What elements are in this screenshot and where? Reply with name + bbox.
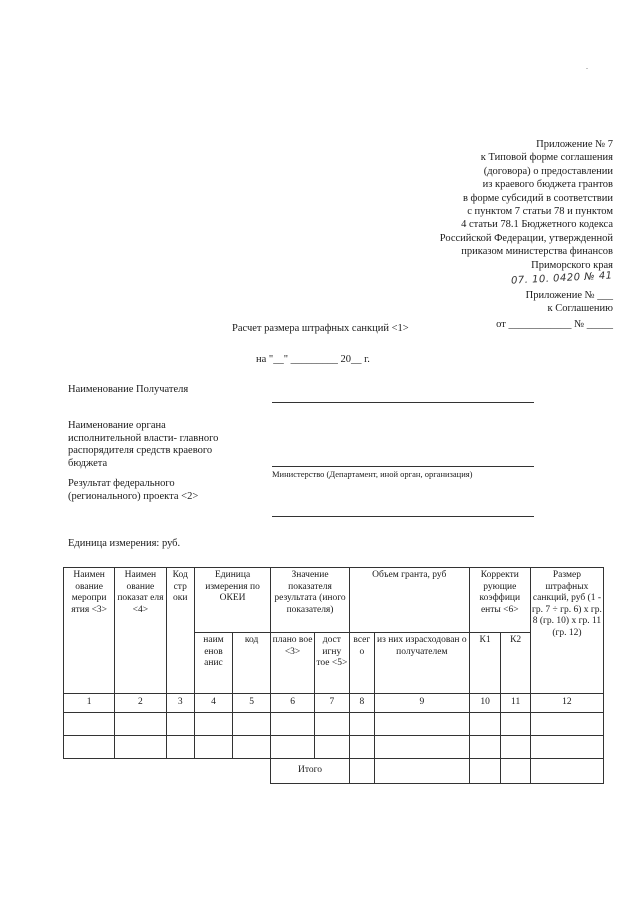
appendix-line: в форме субсидий в соответствии bbox=[462, 192, 613, 204]
table-cell bbox=[233, 759, 271, 784]
sanctions-table bbox=[63, 567, 604, 784]
header-row-code: Код стр оки bbox=[166, 568, 194, 694]
attachment-number: Приложение № ___ bbox=[525, 290, 613, 302]
header-sanction-amount: Размер штрафных санкций, руб (1 - гр. 7 ÷ гр. 6) x гр. 8 (гр. 10) x гр. 11 (гр. 12) bbox=[530, 568, 603, 694]
header-okei-unit: Единица измерения по ОКЕИ bbox=[194, 568, 270, 633]
table-cell bbox=[501, 736, 530, 759]
subheader-k1: К1 bbox=[469, 633, 501, 694]
total-cell bbox=[469, 759, 501, 784]
header-activity-name: Наимен ование меропри ятия <3> bbox=[64, 568, 115, 694]
project-label: Результат федерального (регионального) проекта <2> bbox=[68, 478, 199, 502]
authority-line bbox=[272, 466, 534, 467]
subheader-spent: из них израсходован о получателем bbox=[374, 633, 469, 694]
table-cell bbox=[115, 713, 166, 736]
column-numbers-row bbox=[64, 694, 604, 713]
appendix-line: с пунктом 7 статьи 78 и пунктом bbox=[467, 206, 613, 218]
table-cell bbox=[64, 736, 115, 759]
table-cell bbox=[194, 759, 232, 784]
total-cell bbox=[349, 759, 374, 784]
appendix-line: приказом министерства финансов bbox=[461, 246, 613, 258]
table-cell bbox=[166, 736, 194, 759]
recipient-line bbox=[272, 402, 534, 403]
table-cell bbox=[374, 736, 469, 759]
table-cell bbox=[374, 713, 469, 736]
table-cell bbox=[349, 736, 374, 759]
header-grant-volume: Объем гранта, руб bbox=[349, 568, 469, 633]
authority-caption: Министерство (Департамент, иной орган, организация) bbox=[272, 469, 473, 479]
table-cell bbox=[115, 759, 166, 784]
subheader-total: всег о bbox=[349, 633, 374, 694]
header-coefficients: Корректи рующие коэффици енты <6> bbox=[469, 568, 530, 633]
table-cell bbox=[194, 713, 232, 736]
column-number: 7 bbox=[314, 694, 349, 713]
unit-label: Единица измерения: руб. bbox=[68, 538, 181, 549]
subheader-planned: плано вое <3> bbox=[271, 633, 315, 694]
appendix-line: Приморского края bbox=[531, 259, 613, 271]
table-cell bbox=[233, 713, 271, 736]
table-cell bbox=[314, 713, 349, 736]
column-number: 1 bbox=[64, 694, 115, 713]
table-cell bbox=[314, 736, 349, 759]
total-cell bbox=[530, 759, 603, 784]
header-indicator-value: Значение показателя результата (иного показателя) bbox=[271, 568, 350, 633]
subheader-unit-code: код bbox=[233, 633, 271, 694]
recipient-label: Наименование Получателя bbox=[68, 384, 189, 395]
appendix-line: из краевого бюджета грантов bbox=[482, 179, 613, 191]
table-cell bbox=[115, 736, 166, 759]
column-number: 2 bbox=[115, 694, 166, 713]
column-number: 3 bbox=[166, 694, 194, 713]
table-row bbox=[64, 713, 604, 736]
table-cell bbox=[469, 713, 501, 736]
table-row bbox=[64, 736, 604, 759]
from-date-blank: ____________ bbox=[508, 318, 572, 330]
appendix-block bbox=[313, 138, 613, 331]
agreement-number: № _____ bbox=[574, 318, 613, 330]
table-cell bbox=[530, 736, 603, 759]
handwritten-date: 07. 10. 0420 № 41 bbox=[511, 270, 614, 287]
subheader-unit-name: наим енов анис bbox=[194, 633, 232, 694]
table-cell bbox=[501, 713, 530, 736]
appendix-line: Российской Федерации, утвержденной bbox=[439, 232, 613, 244]
subheader-k2: К2 bbox=[501, 633, 530, 694]
table-cell bbox=[166, 713, 194, 736]
table-cell bbox=[64, 759, 115, 784]
column-number: 6 bbox=[271, 694, 315, 713]
authority-label: Наименование органа исполнительной власти- главного распорядителя средств краевого бюджета bbox=[68, 420, 219, 469]
table-cell bbox=[166, 759, 194, 784]
total-label: Итого bbox=[271, 759, 350, 784]
total-row bbox=[64, 759, 604, 784]
table-cell bbox=[233, 736, 271, 759]
appendix-line: 4 статьи 78.1 Бюджетного кодекса bbox=[461, 219, 613, 231]
table-cell bbox=[530, 713, 603, 736]
date-line: на "__" _________ 20__ г. bbox=[256, 354, 370, 365]
corner-mark: . bbox=[586, 62, 588, 71]
subheader-achieved: дост игну тое <5> bbox=[314, 633, 349, 694]
total-cell bbox=[501, 759, 530, 784]
appendix-line: Приложение № 7 bbox=[536, 139, 613, 150]
table-cell bbox=[194, 736, 232, 759]
column-number: 8 bbox=[349, 694, 374, 713]
table-cell bbox=[271, 736, 315, 759]
column-number: 12 bbox=[530, 694, 603, 713]
appendix-line: (договора) о предоставлении bbox=[483, 165, 613, 177]
column-number: 10 bbox=[469, 694, 501, 713]
column-number: 11 bbox=[501, 694, 530, 713]
column-number: 4 bbox=[194, 694, 232, 713]
total-cell bbox=[374, 759, 469, 784]
header-indicator-name: Наимен ование показат еля <4> bbox=[115, 568, 166, 694]
appendix-line: к Типовой форме соглашения bbox=[480, 152, 613, 164]
document-title: Расчет размера штрафных санкций <1> bbox=[232, 323, 409, 334]
table-cell bbox=[64, 713, 115, 736]
from-prefix: от bbox=[496, 318, 506, 330]
column-number: 9 bbox=[374, 694, 469, 713]
table-cell bbox=[469, 736, 501, 759]
agreement-label: к Соглашению bbox=[547, 303, 613, 315]
table-cell bbox=[271, 713, 315, 736]
project-line bbox=[272, 516, 534, 517]
table-cell bbox=[349, 713, 374, 736]
column-number: 5 bbox=[233, 694, 271, 713]
